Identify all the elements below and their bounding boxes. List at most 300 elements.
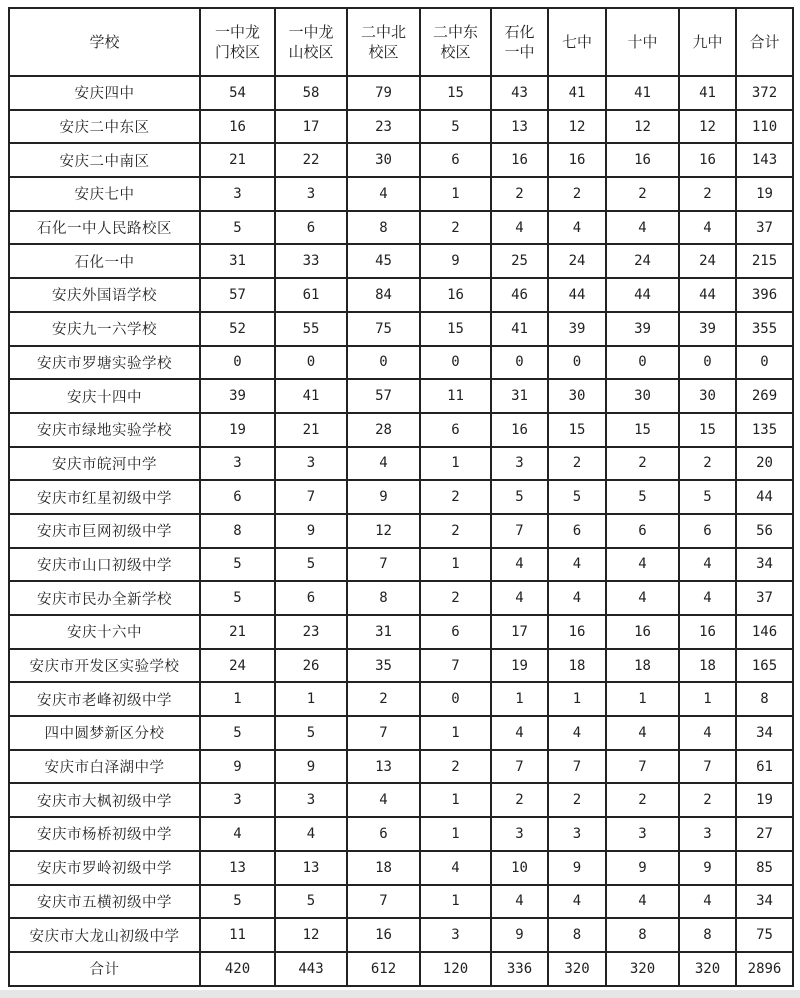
value-cell: 3 xyxy=(200,783,275,817)
value-cell: 4 xyxy=(548,581,606,615)
school-name: 安庆市绿地实验学校 xyxy=(9,413,200,447)
table-row xyxy=(9,413,793,447)
table-row xyxy=(9,447,793,481)
value-cell: 9 xyxy=(606,851,679,885)
value-cell: 1 xyxy=(275,682,347,716)
school-name: 石化一中 xyxy=(9,244,200,278)
value-cell: 84 xyxy=(347,278,420,312)
value-cell: 61 xyxy=(275,278,347,312)
value-cell: 15 xyxy=(420,76,491,110)
value-cell: 6 xyxy=(420,413,491,447)
value-cell: 18 xyxy=(347,851,420,885)
school-name: 安庆外国语学校 xyxy=(9,278,200,312)
value-cell: 9 xyxy=(679,851,736,885)
value-cell: 3 xyxy=(606,817,679,851)
value-cell: 8 xyxy=(548,918,606,952)
table-row xyxy=(9,480,793,514)
value-cell: 3 xyxy=(548,817,606,851)
table-row xyxy=(9,682,793,716)
header-column: 石化 一中 xyxy=(491,8,548,76)
header-column: 二中北 校区 xyxy=(347,8,420,76)
value-cell: 28 xyxy=(347,413,420,447)
total-row xyxy=(9,952,793,986)
row-total-cell: 143 xyxy=(736,143,793,177)
value-cell: 4 xyxy=(679,716,736,750)
header-row xyxy=(9,8,793,76)
value-cell: 11 xyxy=(200,918,275,952)
value-cell: 16 xyxy=(491,143,548,177)
value-cell: 1 xyxy=(491,682,548,716)
value-cell: 320 xyxy=(606,952,679,986)
value-cell: 7 xyxy=(347,548,420,582)
value-cell: 16 xyxy=(491,413,548,447)
row-total-cell: 75 xyxy=(736,918,793,952)
value-cell: 18 xyxy=(548,649,606,683)
table-row xyxy=(9,716,793,750)
value-cell: 2 xyxy=(606,447,679,481)
value-cell: 4 xyxy=(606,581,679,615)
table-row xyxy=(9,346,793,380)
value-cell: 0 xyxy=(420,682,491,716)
value-cell: 7 xyxy=(606,750,679,784)
row-total-cell: 37 xyxy=(736,211,793,245)
value-cell: 1 xyxy=(420,716,491,750)
table-row xyxy=(9,885,793,919)
value-cell: 5 xyxy=(275,716,347,750)
value-cell: 7 xyxy=(491,750,548,784)
value-cell: 31 xyxy=(491,379,548,413)
value-cell: 8 xyxy=(679,918,736,952)
value-cell: 12 xyxy=(275,918,347,952)
value-cell: 18 xyxy=(606,649,679,683)
value-cell: 6 xyxy=(200,480,275,514)
value-cell: 16 xyxy=(679,615,736,649)
value-cell: 9 xyxy=(275,750,347,784)
value-cell: 35 xyxy=(347,649,420,683)
value-cell: 5 xyxy=(200,885,275,919)
value-cell: 5 xyxy=(200,581,275,615)
value-cell: 9 xyxy=(420,244,491,278)
value-cell: 0 xyxy=(679,346,736,380)
header-column: 一中龙 门校区 xyxy=(200,8,275,76)
value-cell: 8 xyxy=(347,211,420,245)
value-cell: 443 xyxy=(275,952,347,986)
value-cell: 17 xyxy=(275,110,347,144)
value-cell: 13 xyxy=(491,110,548,144)
value-cell: 7 xyxy=(347,716,420,750)
value-cell: 1 xyxy=(200,682,275,716)
value-cell: 4 xyxy=(275,817,347,851)
school-name: 安庆二中东区 xyxy=(9,110,200,144)
value-cell: 1 xyxy=(420,885,491,919)
value-cell: 4 xyxy=(491,548,548,582)
value-cell: 2 xyxy=(420,581,491,615)
value-cell: 44 xyxy=(548,278,606,312)
value-cell: 4 xyxy=(347,447,420,481)
value-cell: 1 xyxy=(606,682,679,716)
value-cell: 41 xyxy=(548,76,606,110)
value-cell: 2 xyxy=(679,783,736,817)
row-total-cell: 19 xyxy=(736,783,793,817)
row-total-cell: 19 xyxy=(736,177,793,211)
value-cell: 7 xyxy=(491,514,548,548)
value-cell: 58 xyxy=(275,76,347,110)
value-cell: 4 xyxy=(548,548,606,582)
value-cell: 0 xyxy=(275,346,347,380)
value-cell: 16 xyxy=(548,615,606,649)
value-cell: 5 xyxy=(606,480,679,514)
value-cell: 8 xyxy=(347,581,420,615)
school-name: 安庆十六中 xyxy=(9,615,200,649)
value-cell: 16 xyxy=(200,110,275,144)
value-cell: 31 xyxy=(200,244,275,278)
value-cell: 15 xyxy=(679,413,736,447)
value-cell: 2 xyxy=(606,783,679,817)
bottom-edge xyxy=(0,990,800,998)
value-cell: 2 xyxy=(347,682,420,716)
value-cell: 55 xyxy=(275,312,347,346)
school-name: 安庆市巨网初级中学 xyxy=(9,514,200,548)
value-cell: 6 xyxy=(420,143,491,177)
table-row xyxy=(9,851,793,885)
school-name: 安庆市开发区实验学校 xyxy=(9,649,200,683)
row-total-cell: 146 xyxy=(736,615,793,649)
value-cell: 2 xyxy=(420,480,491,514)
value-cell: 31 xyxy=(347,615,420,649)
value-cell: 15 xyxy=(606,413,679,447)
value-cell: 2 xyxy=(491,783,548,817)
value-cell: 2 xyxy=(606,177,679,211)
value-cell: 612 xyxy=(347,952,420,986)
value-cell: 7 xyxy=(548,750,606,784)
value-cell: 5 xyxy=(548,480,606,514)
value-cell: 8 xyxy=(200,514,275,548)
value-cell: 2 xyxy=(679,177,736,211)
table-row xyxy=(9,76,793,110)
value-cell: 7 xyxy=(420,649,491,683)
table-row xyxy=(9,548,793,582)
table-row xyxy=(9,312,793,346)
value-cell: 18 xyxy=(679,649,736,683)
row-total-cell: 34 xyxy=(736,716,793,750)
value-cell: 3 xyxy=(491,447,548,481)
value-cell: 9 xyxy=(548,851,606,885)
value-cell: 2 xyxy=(491,177,548,211)
value-cell: 17 xyxy=(491,615,548,649)
school-name: 安庆市罗岭初级中学 xyxy=(9,851,200,885)
value-cell: 4 xyxy=(548,716,606,750)
value-cell: 6 xyxy=(548,514,606,548)
value-cell: 79 xyxy=(347,76,420,110)
value-cell: 54 xyxy=(200,76,275,110)
table-row xyxy=(9,581,793,615)
school-name: 安庆四中 xyxy=(9,76,200,110)
value-cell: 4 xyxy=(606,885,679,919)
school-name: 安庆市民办全新学校 xyxy=(9,581,200,615)
value-cell: 45 xyxy=(347,244,420,278)
value-cell: 3 xyxy=(200,177,275,211)
school-name: 安庆市山口初级中学 xyxy=(9,548,200,582)
value-cell: 24 xyxy=(548,244,606,278)
school-name: 石化一中人民路校区 xyxy=(9,211,200,245)
row-total-cell: 56 xyxy=(736,514,793,548)
value-cell: 5 xyxy=(200,548,275,582)
value-cell: 46 xyxy=(491,278,548,312)
value-cell: 22 xyxy=(275,143,347,177)
value-cell: 19 xyxy=(491,649,548,683)
table-row xyxy=(9,615,793,649)
value-cell: 15 xyxy=(548,413,606,447)
school-name: 安庆市大枫初级中学 xyxy=(9,783,200,817)
value-cell: 4 xyxy=(548,885,606,919)
value-cell: 30 xyxy=(606,379,679,413)
row-total-cell: 110 xyxy=(736,110,793,144)
value-cell: 7 xyxy=(275,480,347,514)
value-cell: 3 xyxy=(275,447,347,481)
value-cell: 43 xyxy=(491,76,548,110)
header-column: 九中 xyxy=(679,8,736,76)
value-cell: 4 xyxy=(606,548,679,582)
value-cell: 3 xyxy=(200,447,275,481)
value-cell: 4 xyxy=(491,581,548,615)
school-name: 安庆市白泽湖中学 xyxy=(9,750,200,784)
value-cell: 4 xyxy=(679,885,736,919)
header-column: 七中 xyxy=(548,8,606,76)
value-cell: 41 xyxy=(679,76,736,110)
row-total-cell: 215 xyxy=(736,244,793,278)
value-cell: 2 xyxy=(548,177,606,211)
value-cell: 1 xyxy=(420,177,491,211)
value-cell: 5 xyxy=(491,480,548,514)
value-cell: 13 xyxy=(347,750,420,784)
value-cell: 1 xyxy=(420,817,491,851)
value-cell: 6 xyxy=(679,514,736,548)
value-cell: 5 xyxy=(200,211,275,245)
value-cell: 0 xyxy=(200,346,275,380)
value-cell: 12 xyxy=(606,110,679,144)
value-cell: 2 xyxy=(548,783,606,817)
value-cell: 1 xyxy=(548,682,606,716)
table-row xyxy=(9,783,793,817)
value-cell: 6 xyxy=(275,211,347,245)
enrollment-table xyxy=(8,7,794,987)
table-row xyxy=(9,514,793,548)
row-total-cell: 61 xyxy=(736,750,793,784)
value-cell: 6 xyxy=(275,581,347,615)
value-cell: 5 xyxy=(200,716,275,750)
school-name: 安庆市皖河中学 xyxy=(9,447,200,481)
value-cell: 5 xyxy=(420,110,491,144)
header-column: 一中龙 山校区 xyxy=(275,8,347,76)
row-total-cell: 372 xyxy=(736,76,793,110)
value-cell: 44 xyxy=(679,278,736,312)
school-name: 安庆七中 xyxy=(9,177,200,211)
value-cell: 39 xyxy=(606,312,679,346)
value-cell: 0 xyxy=(491,346,548,380)
value-cell: 9 xyxy=(200,750,275,784)
value-cell: 16 xyxy=(548,143,606,177)
value-cell: 3 xyxy=(420,918,491,952)
value-cell: 4 xyxy=(347,177,420,211)
table-row xyxy=(9,750,793,784)
value-cell: 3 xyxy=(679,817,736,851)
header-column: 十中 xyxy=(606,8,679,76)
value-cell: 52 xyxy=(200,312,275,346)
value-cell: 16 xyxy=(420,278,491,312)
value-cell: 5 xyxy=(275,548,347,582)
school-name: 安庆九一六学校 xyxy=(9,312,200,346)
value-cell: 21 xyxy=(200,143,275,177)
value-cell: 4 xyxy=(491,211,548,245)
school-name: 安庆市大龙山初级中学 xyxy=(9,918,200,952)
row-total-cell: 44 xyxy=(736,480,793,514)
value-cell: 4 xyxy=(679,581,736,615)
value-cell: 6 xyxy=(606,514,679,548)
value-cell: 30 xyxy=(679,379,736,413)
value-cell: 24 xyxy=(606,244,679,278)
value-cell: 8 xyxy=(606,918,679,952)
value-cell: 5 xyxy=(679,480,736,514)
value-cell: 4 xyxy=(606,211,679,245)
value-cell: 16 xyxy=(606,615,679,649)
school-name: 安庆市五横初级中学 xyxy=(9,885,200,919)
value-cell: 19 xyxy=(200,413,275,447)
value-cell: 6 xyxy=(420,615,491,649)
value-cell: 13 xyxy=(200,851,275,885)
value-cell: 16 xyxy=(679,143,736,177)
value-cell: 24 xyxy=(679,244,736,278)
value-cell: 4 xyxy=(606,716,679,750)
table-row xyxy=(9,379,793,413)
value-cell: 41 xyxy=(606,76,679,110)
value-cell: 2 xyxy=(420,514,491,548)
school-name: 安庆市红星初级中学 xyxy=(9,480,200,514)
value-cell: 44 xyxy=(606,278,679,312)
value-cell: 4 xyxy=(347,783,420,817)
school-name: 合计 xyxy=(9,952,200,986)
value-cell: 39 xyxy=(548,312,606,346)
row-total-cell: 20 xyxy=(736,447,793,481)
table-row xyxy=(9,143,793,177)
value-cell: 12 xyxy=(548,110,606,144)
value-cell: 1 xyxy=(420,783,491,817)
value-cell: 39 xyxy=(200,379,275,413)
value-cell: 9 xyxy=(347,480,420,514)
value-cell: 2 xyxy=(548,447,606,481)
value-cell: 41 xyxy=(491,312,548,346)
row-total-cell: 85 xyxy=(736,851,793,885)
value-cell: 4 xyxy=(491,885,548,919)
value-cell: 420 xyxy=(200,952,275,986)
value-cell: 11 xyxy=(420,379,491,413)
value-cell: 0 xyxy=(548,346,606,380)
table-row xyxy=(9,244,793,278)
value-cell: 23 xyxy=(347,110,420,144)
value-cell: 9 xyxy=(275,514,347,548)
value-cell: 23 xyxy=(275,615,347,649)
row-total-cell: 135 xyxy=(736,413,793,447)
table-row xyxy=(9,177,793,211)
row-total-cell: 355 xyxy=(736,312,793,346)
value-cell: 4 xyxy=(200,817,275,851)
value-cell: 4 xyxy=(679,548,736,582)
value-cell: 57 xyxy=(200,278,275,312)
value-cell: 320 xyxy=(679,952,736,986)
value-cell: 75 xyxy=(347,312,420,346)
value-cell: 57 xyxy=(347,379,420,413)
table-row xyxy=(9,918,793,952)
value-cell: 2 xyxy=(420,211,491,245)
value-cell: 0 xyxy=(420,346,491,380)
value-cell: 6 xyxy=(347,817,420,851)
row-total-cell: 165 xyxy=(736,649,793,683)
header-school: 学校 xyxy=(9,8,200,76)
value-cell: 16 xyxy=(347,918,420,952)
value-cell: 7 xyxy=(679,750,736,784)
school-name: 安庆市罗塘实验学校 xyxy=(9,346,200,380)
value-cell: 24 xyxy=(200,649,275,683)
row-total-cell: 8 xyxy=(736,682,793,716)
row-total-cell: 27 xyxy=(736,817,793,851)
value-cell: 0 xyxy=(347,346,420,380)
value-cell: 21 xyxy=(275,413,347,447)
table-row xyxy=(9,817,793,851)
value-cell: 39 xyxy=(679,312,736,346)
row-total-cell: 37 xyxy=(736,581,793,615)
table-row xyxy=(9,110,793,144)
school-name: 安庆市老峰初级中学 xyxy=(9,682,200,716)
value-cell: 26 xyxy=(275,649,347,683)
value-cell: 0 xyxy=(606,346,679,380)
school-name: 安庆十四中 xyxy=(9,379,200,413)
value-cell: 12 xyxy=(679,110,736,144)
value-cell: 4 xyxy=(679,211,736,245)
value-cell: 2 xyxy=(679,447,736,481)
value-cell: 4 xyxy=(420,851,491,885)
value-cell: 12 xyxy=(347,514,420,548)
value-cell: 25 xyxy=(491,244,548,278)
value-cell: 120 xyxy=(420,952,491,986)
value-cell: 10 xyxy=(491,851,548,885)
value-cell: 4 xyxy=(548,211,606,245)
row-total-cell: 0 xyxy=(736,346,793,380)
value-cell: 33 xyxy=(275,244,347,278)
value-cell: 30 xyxy=(548,379,606,413)
value-cell: 16 xyxy=(606,143,679,177)
value-cell: 1 xyxy=(679,682,736,716)
value-cell: 1 xyxy=(420,548,491,582)
value-cell: 336 xyxy=(491,952,548,986)
row-total-cell: 269 xyxy=(736,379,793,413)
value-cell: 320 xyxy=(548,952,606,986)
value-cell: 7 xyxy=(347,885,420,919)
row-total-cell: 396 xyxy=(736,278,793,312)
school-name: 安庆二中南区 xyxy=(9,143,200,177)
value-cell: 9 xyxy=(491,918,548,952)
value-cell: 30 xyxy=(347,143,420,177)
table-row xyxy=(9,278,793,312)
table-row xyxy=(9,649,793,683)
row-total-cell: 34 xyxy=(736,548,793,582)
row-total-cell: 34 xyxy=(736,885,793,919)
value-cell: 4 xyxy=(491,716,548,750)
value-cell: 41 xyxy=(275,379,347,413)
row-total-cell: 2896 xyxy=(736,952,793,986)
value-cell: 15 xyxy=(420,312,491,346)
value-cell: 13 xyxy=(275,851,347,885)
header-column: 二中东 校区 xyxy=(420,8,491,76)
value-cell: 3 xyxy=(275,177,347,211)
